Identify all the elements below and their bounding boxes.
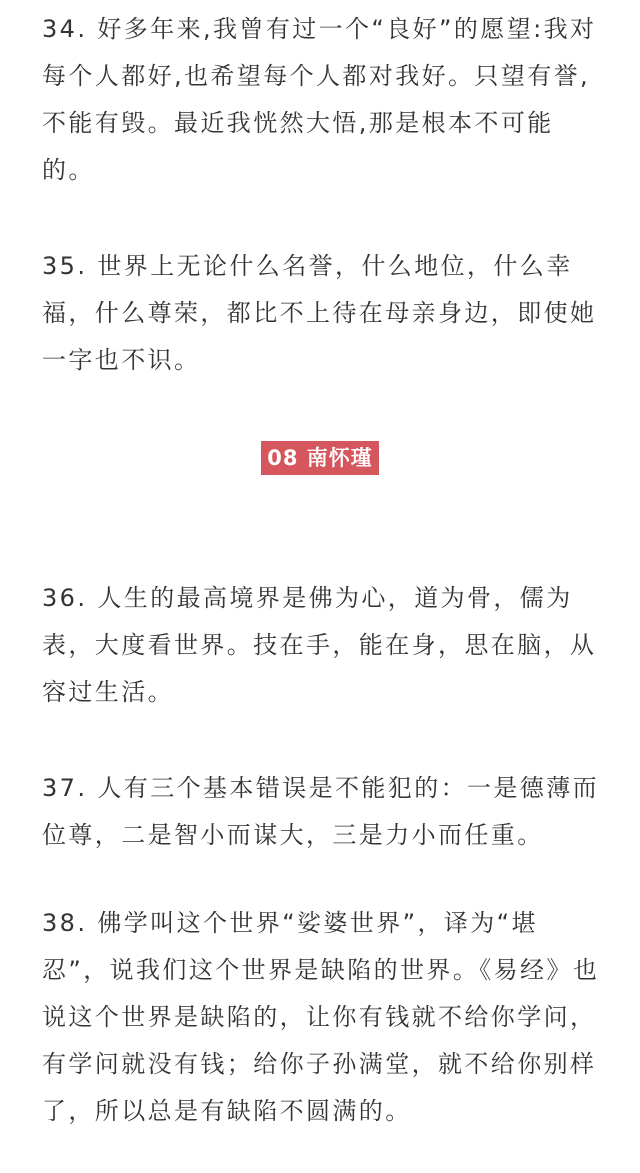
quote-paragraph-38: 38. 佛学叫这个世界“娑婆世界”，译为“堪忍”，说我们这个世界是缺陷的世界。《易经》也说这个世界是缺陷的，让你有钱就不给你学问，有学问就没有钱；给你子孙满堂，就不给你别样了，所以总是有缺陷不圆满的。 xyxy=(42,909,600,1125)
quote-paragraph-35: 35. 世界上无论什么名誉，什么地位，什么幸福，什么尊荣，都比不上待在母亲身边，即使她一字也不识。 xyxy=(42,252,597,374)
section-heading: 08 南怀瑾 xyxy=(261,441,379,475)
quote-paragraph-36: 36. 人生的最高境界是佛为心，道为骨，儒为表，大度看世界。技在手，能在身，思在脑，从容过生活。 xyxy=(42,584,597,706)
section-heading-container xyxy=(0,441,640,475)
quote-paragraph-34: 34. 好多年来,我曾有过一个“良好”的愿望:我对每个人都好,也希望每个人都对我好。只望有誉,不能有毁。最近我恍然大悟,那是根本不可能的。 xyxy=(42,15,597,184)
quote-paragraph-37: 37. 人有三个基本错误是不能犯的：一是德薄而位尊，二是智小而谋大，三是力小而任重。 xyxy=(42,774,599,849)
